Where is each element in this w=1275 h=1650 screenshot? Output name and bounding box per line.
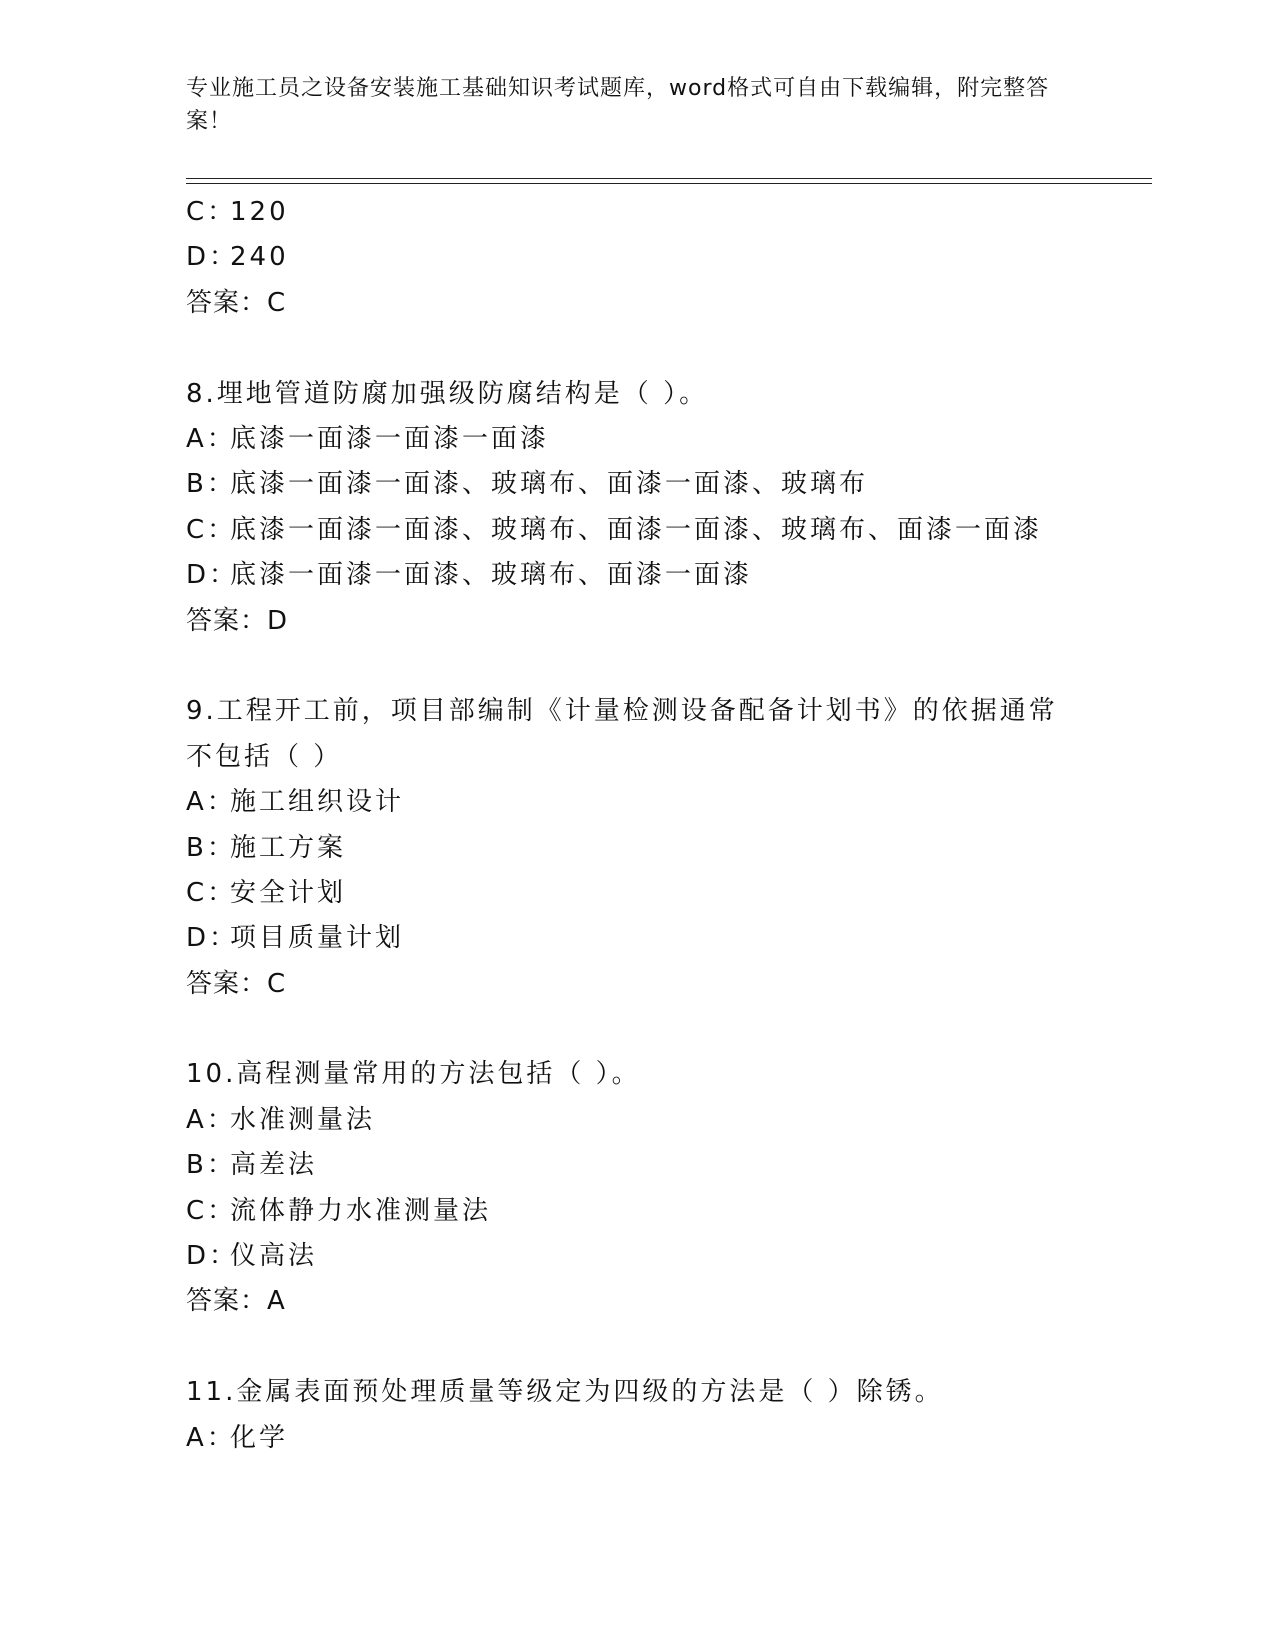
question-9: 9.工程开工前，项目部编制《计量检测设备配备计划书》的依据通常不包括（ ） (186, 696, 1058, 772)
question-11: 11.金属表面预处理质量等级定为四级的方法是（ ）除锈。 (186, 1377, 944, 1408)
option-b: B：施工方案 (186, 832, 347, 863)
header-divider-bottom (186, 183, 1152, 184)
option-c: C：流体静力水准测量法 (186, 1195, 492, 1226)
option-b: B：高差法 (186, 1150, 318, 1181)
option-d: D：240 (186, 242, 289, 273)
option-a: A：施工组织设计 (186, 787, 405, 818)
option-c: C：底漆一面漆一面漆、玻璃布、面漆一面漆、玻璃布、面漆一面漆 (186, 514, 1043, 545)
option-a: A：化学 (186, 1422, 289, 1453)
option-d: D：项目质量计划 (186, 923, 405, 954)
option-d: D：仪高法 (186, 1241, 318, 1272)
option-b: B：底漆一面漆一面漆、玻璃布、面漆一面漆、玻璃布 (186, 469, 869, 500)
question-list (186, 190, 1146, 1461)
question-8: 8.埋地管道防腐加强级防腐结构是（ ）。 (186, 378, 709, 409)
header-divider-top (186, 178, 1152, 179)
answer: 答案：C (186, 968, 287, 999)
document-header: 专业施工员之设备安装施工基础知识考试题库，word格式可自由下载编辑，附完整答案！ (186, 76, 1050, 134)
option-d: D：底漆一面漆一面漆、玻璃布、面漆一面漆 (186, 560, 753, 591)
answer: 答案：C (186, 287, 287, 318)
option-c: C：120 (186, 197, 289, 227)
option-c: C：安全计划 (186, 877, 347, 908)
option-a: A：底漆一面漆一面漆一面漆 (186, 423, 550, 454)
answer: 答案：A (186, 1286, 286, 1317)
question-10: 10.高程测量常用的方法包括（ ）。 (186, 1059, 641, 1090)
answer: 答案：D (186, 605, 289, 636)
option-a: A：水准测量法 (186, 1104, 376, 1135)
